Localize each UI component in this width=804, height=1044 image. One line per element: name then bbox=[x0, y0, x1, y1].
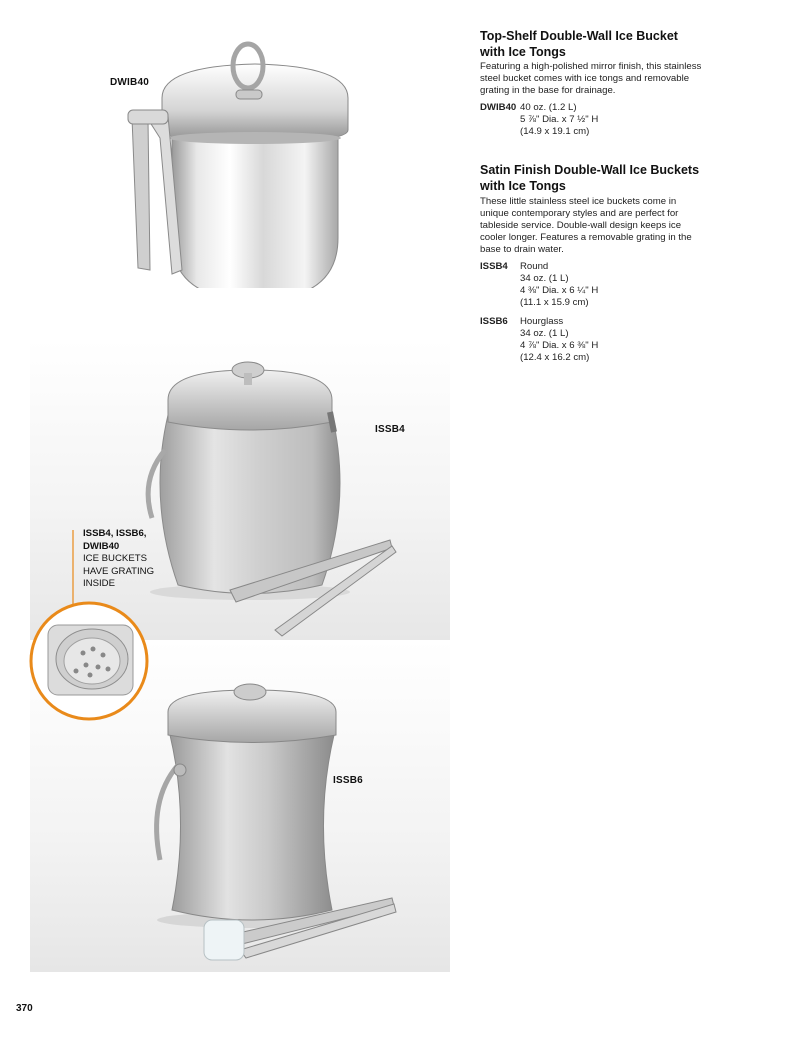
spec-line: 34 oz. (1 L) bbox=[520, 273, 569, 284]
satin-desc-line: unique contemporary styles and are perfect for bbox=[480, 208, 679, 219]
spec-line: Hourglass bbox=[520, 316, 564, 327]
spec-line: (12.4 x 16.2 cm) bbox=[520, 352, 590, 363]
dwib40-spec bbox=[480, 102, 740, 142]
spec-line: 4 ⅜" Dia. x 6 ¼" H bbox=[520, 285, 599, 296]
dwib40-title-line2: with Ice Tongs bbox=[480, 45, 566, 59]
dwib40-desc-line: grating in the base for drainage. bbox=[480, 85, 616, 96]
spec-line: 34 oz. (1 L) bbox=[520, 328, 569, 339]
satin-title-line2: with Ice Tongs bbox=[480, 179, 566, 193]
satin-title-line1: Satin Finish Double-Wall Ice Buckets bbox=[480, 163, 700, 177]
satin-desc-line: tableside service. Double-wall design keeps ice bbox=[480, 220, 682, 231]
satin-desc-line: base to drain water. bbox=[480, 244, 564, 255]
page-number: 370 bbox=[16, 1003, 33, 1014]
spec-line: Round bbox=[520, 261, 549, 272]
spec-line: 4 ⅞" Dia. x 6 ⅜" H bbox=[520, 340, 599, 351]
issb6-image-label: ISSB6 bbox=[333, 775, 363, 786]
spec-code: ISSB6 bbox=[480, 316, 508, 327]
spec-code: DWIB40 bbox=[480, 102, 517, 113]
spec-lines bbox=[520, 316, 720, 364]
callout-text-line: HAVE GRATING bbox=[83, 565, 155, 577]
issb6-spec bbox=[480, 316, 740, 366]
dwib40-title-line1: Top-Shelf Double-Wall Ice Bucket bbox=[480, 29, 678, 43]
grating-inset-image bbox=[48, 625, 133, 695]
dwib40-desc-line: steel bucket comes with ice tongs and removable bbox=[480, 73, 690, 84]
satin-title bbox=[480, 162, 699, 194]
grating-callout-graphic bbox=[28, 525, 153, 725]
callout-codes-line1: ISSB4, ISSB6, bbox=[83, 528, 147, 539]
callout-text-line: INSIDE bbox=[83, 578, 115, 589]
dwib40-bucket-image bbox=[120, 38, 350, 288]
satin-desc-line: These little stainless steel ice buckets come in bbox=[480, 196, 677, 207]
issb4-spec bbox=[480, 261, 740, 311]
spec-line: 5 ⅞" Dia. x 7 ½" H bbox=[520, 114, 599, 125]
satin-description bbox=[480, 196, 740, 256]
dwib40-desc-line: Featuring a high-polished mirror finish, this stainless bbox=[480, 61, 702, 72]
satin-desc-line: cooler longer. Features a removable grating in the bbox=[480, 232, 692, 243]
callout-text-line: ICE BUCKETS bbox=[83, 553, 147, 564]
spec-line: 40 oz. (1.2 L) bbox=[520, 102, 577, 113]
spec-code: ISSB4 bbox=[480, 261, 508, 272]
dwib40-image-label: DWIB40 bbox=[110, 77, 149, 88]
issb4-image-label: ISSB4 bbox=[375, 424, 405, 435]
dwib40-title bbox=[480, 28, 678, 60]
dwib40-description bbox=[480, 61, 740, 97]
spec-line: (11.1 x 15.9 cm) bbox=[520, 297, 589, 308]
spec-lines bbox=[520, 261, 720, 309]
spec-line: (14.9 x 19.1 cm) bbox=[520, 126, 590, 137]
callout-codes-line2: DWIB40 bbox=[83, 540, 120, 552]
spec-lines bbox=[520, 102, 720, 138]
